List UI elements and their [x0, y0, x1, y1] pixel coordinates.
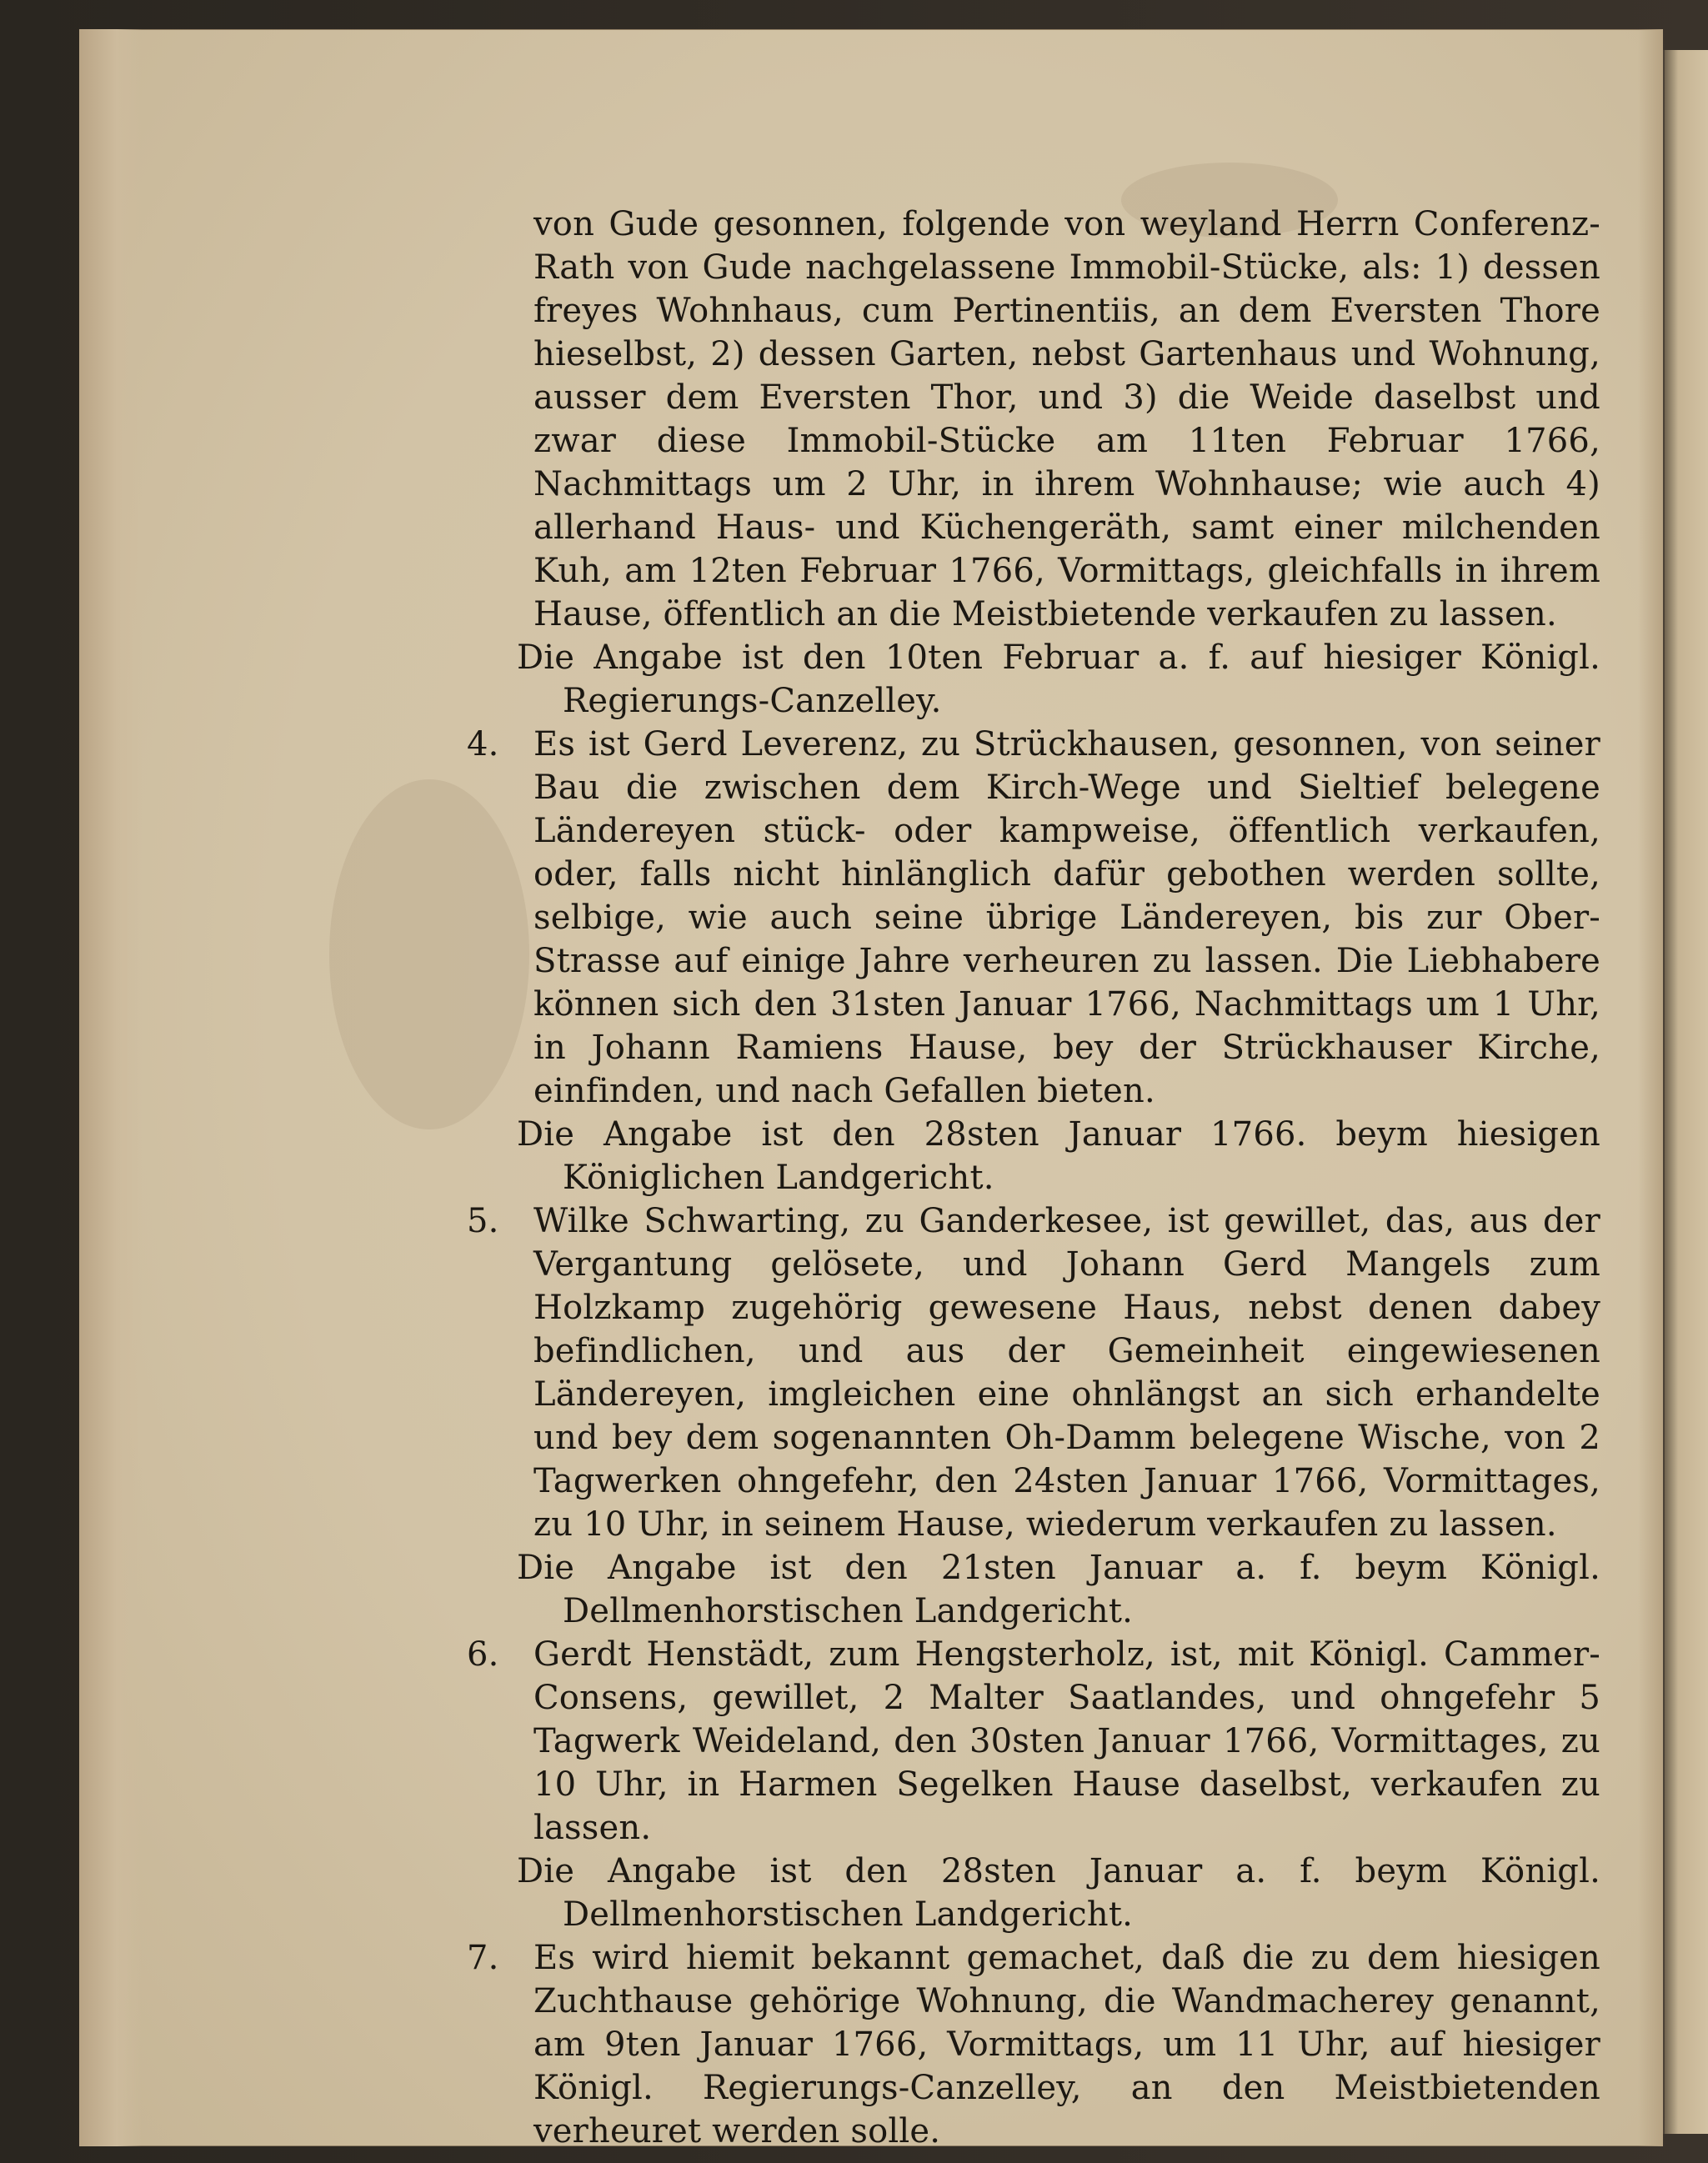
- continuation-note: Die Angabe ist den 10ten Februar a. f. auf hiesiger Königl. Regierungs-Canzelley.: [517, 638, 1600, 720]
- list-item: [467, 1936, 1600, 2153]
- item-note: Die Angabe ist den 28sten Januar 1766. beym hiesigen Königlichen Landgericht.: [517, 1115, 1600, 1197]
- continuation-paragraph: von Gude gesonnen, folgende von weyland Herrn Conferenz-Rath von Gude nachgelassene Immobil-Stücke, als: 1) dessen freyes Wohnhaus, cum Pertinentiis, an dem Eversten Thore hieselbst, 2) dessen Garten, nebst Gartenhaus und Wohnung, ausser dem Eversten Thor, und 3) die Weide daselbst und zwar diese Immobil-Stücke am 11ten Februar 1766, Nachmittags um 2 Uhr, in ihrem Wohnhause; wie auch 4) allerhand Haus- und Küchengeräth, samt einer milchenden Kuh, am 12ten Februar 1766, Vormittags, gleichfalls in ihrem Hause, öffentlich an die Meistbietende verkaufen zu lassen.: [533, 205, 1600, 633]
- item-note: Die Angabe ist den 21sten Januar a. f. beym Königl. Dellmenhorstischen Landgericht.: [517, 1549, 1600, 1630]
- item-body: Es wird hiemit bekannt gemachet, daß die zu dem hiesigen Zuchthause gehörige Wohnung, die Wandmacherey genannt, am 9ten Januar 1766, Vormittags, um 11 Uhr, auf hiesiger Königl. Regierungs-Canzelley, an den Meistbietenden verheuret werden solle.: [533, 1939, 1600, 2150]
- item-number: 7.: [467, 1939, 499, 1977]
- item-note: Die Angabe ist den 28sten Januar a. f. beym Königl. Dellmenhorstischen Landgericht.: [517, 1852, 1600, 1934]
- item-number: 4.: [467, 725, 499, 764]
- list-item: [467, 1633, 1600, 1936]
- list-item: [467, 1199, 1600, 1633]
- item-body: Gerdt Henstädt, zum Hengsterholz, ist, mit Königl. Cammer-Consens, gewillet, 2 Malter Saatlandes, und ohngefehr 5 Tagwerk Weideland, den 30sten Januar 1766, Vormittages, zu 10 Uhr, in Harmen Segelken Hause daselbst, verkaufen zu lassen.: [533, 1635, 1600, 1847]
- item-number: 6.: [467, 1635, 499, 1674]
- page-text: [467, 203, 1600, 2153]
- page-gutter-shadow: [79, 29, 142, 2146]
- item-number: 5.: [467, 1202, 499, 1240]
- item-body: Es ist Gerd Leverenz, zu Strückhausen, gesonnen, von seiner Bau die zwischen dem Kirch-Wege und Sieltief belegene Ländereyen stück- oder kampweise, öffentlich verkaufen, oder, falls nicht hinlänglich dafür gebothen werden sollte, selbige, wie auch seine übrige Ländereyen, bis zur Ober-Strasse auf einige Jahre verheuren zu lassen. Die Liebhabere können sich den 31sten Januar 1766, Nachmittags um 1 Uhr, in Johann Ramiens Hause, bey der Strückhauser Kirche, einfinden, und nach Gefallen bieten.: [533, 725, 1600, 1110]
- item-body: Wilke Schwarting, zu Ganderkesee, ist gewillet, das, aus der Vergantung gelösete, und Johann Gerd Mangels zum Holzkamp zugehörig gewesene Haus, nebst denen dabey befindlichen, und aus der Gemeinheit eingewiesenen Ländereyen, imgleichen eine ohnlängst an sich erhandelte und bey dem sogenannten Oh-Damm belegene Wische, von 2 Tagwerken ohngefehr, den 24sten Januar 1766, Vormittages, zu 10 Uhr, in seinem Hause, wiederum verkaufen zu lassen.: [533, 1202, 1600, 1544]
- adjacent-page-edge: [1663, 50, 1708, 2134]
- list-item: [467, 723, 1600, 1199]
- page-edge-shadow: [1638, 29, 1663, 2146]
